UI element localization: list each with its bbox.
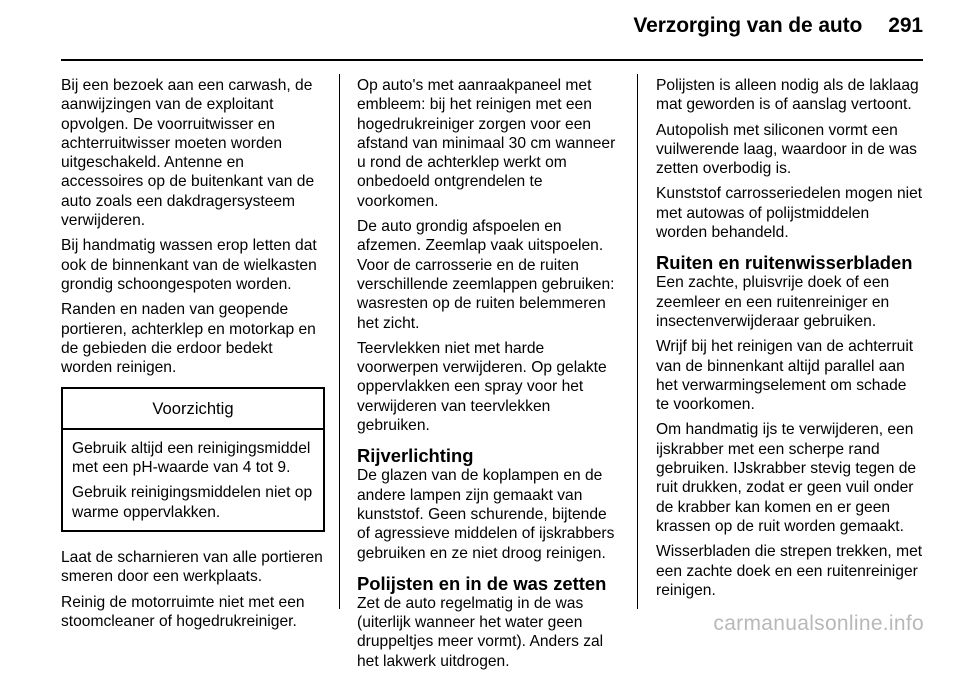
column-1 [61,76,325,637]
header-rule [61,59,923,61]
section-heading: Ruiten en ruitenwisserbladen [656,252,913,274]
paragraph: Wrijf bij het reinigen van de achterruit van de binnenkant altijd parallel aan het verwarmingselement om schade te voorkomen. [656,338,914,414]
warning-paragraph: Gebruik altijd een reinigingsmiddel met een pH-waarde van 4 tot 9. [72,439,311,477]
warning-body [63,430,323,530]
page-number: 291 [888,14,923,37]
paragraph: Bij een bezoek aan een carwash, de aanwijzingen van de exploitant opvolgen. De voorruitwisser en achterruitwisser moeten worden uitgeschakeld. Antenne en accessoires op de buitenkant van de auto zoals een dakdragersysteem verwijderen. [61,77,315,230]
column-divider [339,74,340,609]
paragraph: Laat de scharnieren van alle portieren smeren door een werkplaats. [61,548,323,586]
paragraph: Een zachte, pluisvrije doek of een zeemleer en een ruitenreiniger en insectenverwijderaar gebruiken. [656,274,890,330]
paragraph: Teervlekken niet met harde voorwerpen verwijderen. Op gelakte oppervlakken een spray voor het verwijderen van teervlekken gebruiken. [357,339,607,435]
paragraph: Op auto's met aanraakpaneel met embleem: bij het reinigen met een hogedrukreiniger zorgen voor een afstand van minimaal 30 cm wanneer u rond de achterklep werkt om onbedoeld ontgrendelen te voorkomen. [357,77,616,210]
column-2 [357,76,623,677]
paragraph: De auto grondig afspoelen en afzemen. Zeemlap vaak uitspoelen. Voor de carrosserie en de ruiten verschillende zeemlappen gebruiken: wasresten op de ruiten belemmeren het zicht. [357,218,615,332]
paragraph: Reinig de motorruimte niet met een stoomcleaner of hogedrukreiniger. [61,593,305,630]
warning-box [61,387,325,531]
paragraph: Kunststof carrosseriedelen mogen niet met autowas of polijstmiddelen worden behandeld. [656,185,923,242]
section-heading: Polijsten en in de was zetten [357,572,607,594]
column-3 [656,76,923,606]
watermark: carmanualsonline.info [713,612,924,635]
paragraph: De glazen van de koplampen en de andere lampen zijn gemaakt van kunststof. Geen schurende, bijtende of agressieve middelen of ijskrabbers gebruiken en ze niet droog reinigen. [357,467,615,562]
section-heading: Rijverlichting [357,445,474,467]
paragraph: Randen en naden van geopende portieren, achterklep en motorkap en de gebieden die erdoor bedekt worden reinigen. [61,301,316,377]
paragraph: Polijsten is alleen nodig als de laklaag mat geworden is of aanslag vertoont. [656,77,919,114]
section-title: Verzorging van de auto [633,14,863,37]
column-divider [637,74,638,609]
warning-title: Voorzichtig [63,389,323,429]
paragraph: Om handmatig ijs te verwijderen, een ijskrabber met een scherpe rand gebruiken. IJskrabber stevig tegen de ruit drukken, zodat er geen vuil onder de krabber kan komen en er geen krassen op de ruit worden gemaakt. [656,421,917,535]
paragraph: Wisserbladen die strepen trekken, met een zachte doek en een ruitenreiniger reinigen. [656,543,923,599]
paragraph: Bij handmatig wassen erop letten dat ook de binnenkant van de wielkasten grondig schoongespoten worden. [61,237,317,293]
paragraph: Autopolish met siliconen vormt een vuilwerende laag, waardoor in de was zetten overbodig is. [656,121,917,178]
page-header [633,14,923,38]
warning-paragraph: Gebruik reinigingsmiddelen niet op warme oppervlakken. [72,484,313,521]
paragraph: Zet de auto regelmatig in de was (uiterlijk wanneer het water geen druppeltjes meer vormt). Anders zal het lakwerk uitdrogen. [357,594,604,670]
